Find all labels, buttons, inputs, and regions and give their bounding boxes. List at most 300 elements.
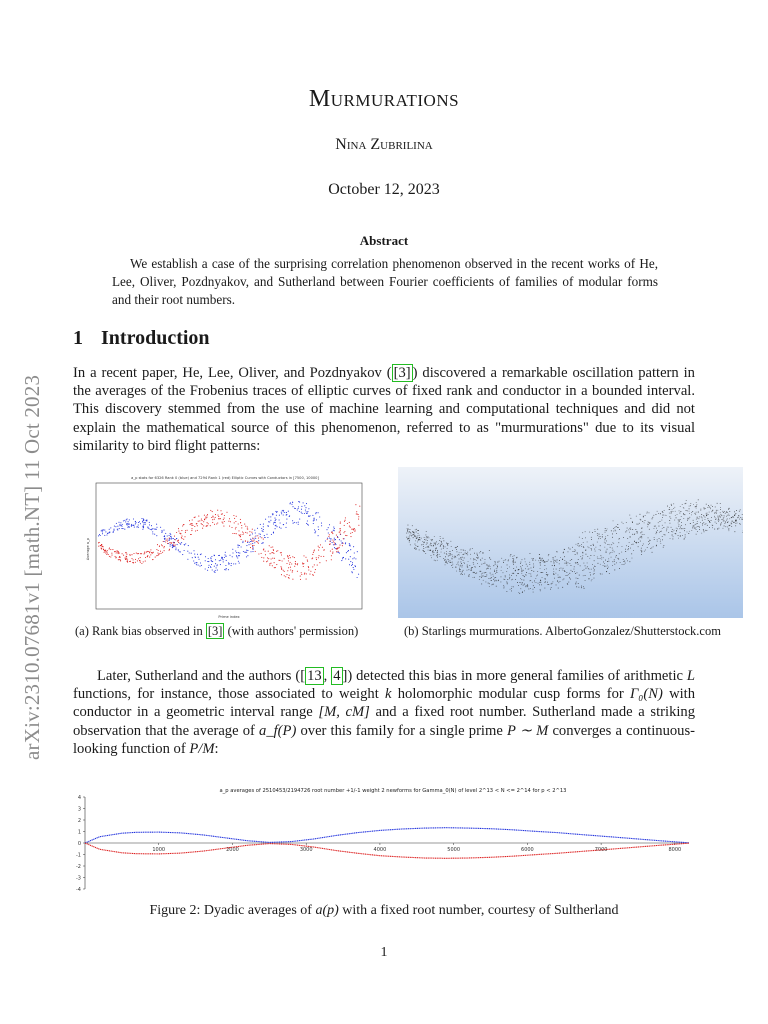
bird: [437, 550, 438, 551]
bird: [463, 554, 464, 555]
scatter-point-red: [255, 551, 256, 552]
bird: [476, 557, 477, 558]
bird: [471, 567, 472, 568]
scatter-point-blue: [223, 561, 224, 562]
bird: [597, 533, 598, 534]
bird: [582, 570, 583, 571]
scatter-point-red: [195, 530, 196, 531]
bird: [497, 572, 498, 573]
scatter-point-red: [313, 552, 314, 553]
y-tick-label: 2: [77, 817, 81, 824]
bird: [637, 524, 638, 525]
bird: [456, 571, 457, 572]
scatter-point-red: [272, 552, 273, 553]
scatter-point-red: [245, 532, 246, 533]
scatter-point-blue: [126, 519, 127, 520]
bird: [701, 517, 702, 518]
bird: [498, 580, 499, 581]
dyadic-averages-chart: [73, 782, 697, 892]
bird: [605, 528, 606, 529]
bird: [601, 559, 602, 560]
bird: [556, 569, 557, 570]
bird: [577, 554, 578, 555]
scatter-point-blue: [99, 534, 100, 535]
bird: [687, 520, 688, 521]
bird: [656, 545, 657, 546]
bird: [720, 525, 721, 526]
bird: [582, 559, 583, 560]
scatter-point-blue: [263, 529, 264, 530]
figure-a-scatter: [82, 471, 368, 621]
bird: [615, 531, 616, 532]
bird: [546, 574, 547, 575]
scatter-point-blue: [218, 555, 219, 556]
scatter-point-red: [350, 533, 351, 534]
scatter-point-red: [305, 557, 306, 558]
scatter-point-blue: [102, 533, 103, 534]
bird: [636, 543, 637, 544]
bird: [491, 578, 492, 579]
bird: [423, 542, 424, 543]
bird: [506, 571, 507, 572]
scatter-point-red: [197, 525, 198, 526]
scatter-point-blue: [262, 531, 263, 532]
bird: [524, 559, 525, 560]
bird: [623, 523, 624, 524]
bird: [712, 525, 713, 526]
bird: [625, 549, 626, 550]
bird: [650, 548, 651, 549]
scatter-point-red: [150, 549, 151, 550]
bird: [446, 561, 447, 562]
bird: [591, 581, 592, 582]
caption-text: with a fixed root number, courtesy of Sultherland: [338, 903, 619, 918]
bird: [435, 543, 436, 544]
bird: [583, 547, 584, 548]
scatter-point-blue: [156, 527, 157, 528]
scatter-point-blue: [319, 516, 320, 517]
bird: [526, 575, 527, 576]
bird: [434, 543, 435, 544]
scatter-point-red: [118, 552, 119, 553]
scatter-point-blue: [351, 565, 352, 566]
bird: [544, 582, 545, 583]
scatter-point-red: [181, 530, 182, 531]
bird: [590, 572, 591, 573]
scatter-point-red: [303, 555, 304, 556]
bird: [437, 554, 438, 555]
bird: [594, 578, 595, 579]
bird: [542, 577, 543, 578]
bird: [627, 561, 628, 562]
scatter-point-blue: [315, 531, 316, 532]
scatter-point-red: [334, 544, 335, 545]
bird: [613, 521, 614, 522]
bird: [540, 580, 541, 581]
bird: [519, 593, 520, 594]
bird: [614, 560, 615, 561]
bird: [675, 533, 676, 534]
bird: [415, 547, 416, 548]
bird: [592, 564, 593, 565]
bird: [407, 528, 408, 529]
bird: [619, 538, 620, 539]
scatter-point-blue: [348, 550, 349, 551]
scatter-point-blue: [341, 540, 342, 541]
scatter-point-red: [153, 552, 154, 553]
scatter-point-blue: [250, 539, 251, 540]
math-symbol: k: [385, 686, 392, 703]
bird: [623, 561, 624, 562]
bird: [605, 538, 606, 539]
scatter-point-blue: [304, 505, 305, 506]
bird: [437, 560, 438, 561]
bird: [622, 546, 623, 547]
bird: [542, 572, 543, 573]
bird: [715, 507, 716, 508]
scatter-point-blue: [214, 566, 215, 567]
bird: [688, 519, 689, 520]
bird: [508, 560, 509, 561]
scatter-point-red: [240, 536, 241, 537]
scatter-point-blue: [249, 542, 250, 543]
bird: [648, 544, 649, 545]
scatter-point-red: [201, 520, 202, 521]
bird: [711, 520, 712, 521]
scatter-point-blue: [325, 540, 326, 541]
scatter-point-blue: [303, 502, 304, 503]
scatter-point-red: [315, 569, 316, 570]
bird: [512, 586, 513, 587]
bird: [732, 521, 733, 522]
bird: [623, 537, 624, 538]
scatter-point-red: [339, 547, 340, 548]
bird: [522, 583, 523, 584]
scatter-point-blue: [295, 508, 296, 509]
bird: [672, 532, 673, 533]
scatter-point-red: [181, 536, 182, 537]
scatter-point-blue: [268, 521, 269, 522]
bird: [687, 532, 688, 533]
bird: [504, 587, 505, 588]
bird: [583, 575, 584, 576]
scatter-point-red: [126, 559, 127, 560]
bird: [685, 535, 686, 536]
scatter-point-red: [232, 533, 233, 534]
bird: [575, 584, 576, 585]
scatter-point-blue: [231, 565, 232, 566]
bird: [716, 510, 717, 511]
bird: [656, 514, 657, 515]
bird: [481, 564, 482, 565]
bird: [518, 573, 519, 574]
bird: [648, 538, 649, 539]
bird: [415, 536, 416, 537]
bird: [517, 557, 518, 558]
bird: [589, 532, 590, 533]
bird: [597, 535, 598, 536]
bird: [734, 515, 735, 516]
bird: [431, 555, 432, 556]
bird: [424, 551, 425, 552]
bird: [616, 533, 617, 534]
scatter-point-red: [290, 567, 291, 568]
bird: [692, 528, 693, 529]
scatter-point-blue: [273, 523, 274, 524]
bird: [474, 572, 475, 573]
scatter-point-red: [297, 564, 298, 565]
scatter-point-blue: [173, 538, 174, 539]
scatter-point-blue: [232, 556, 233, 557]
scatter-point-blue: [125, 521, 126, 522]
bird: [570, 549, 571, 550]
bird: [667, 506, 668, 507]
bird: [408, 538, 409, 539]
scatter-point-red: [269, 563, 270, 564]
scatter-point-red: [242, 531, 243, 532]
scatter-point-blue: [232, 552, 233, 553]
bird: [546, 569, 547, 570]
bird: [476, 573, 477, 574]
scatter-point-blue: [143, 526, 144, 527]
bird: [715, 519, 716, 520]
para-text: functions, for instance, those associated to weight: [73, 686, 385, 703]
scatter-point-blue: [151, 525, 152, 526]
scatter-point-blue: [121, 525, 122, 526]
bird: [721, 522, 722, 523]
bird: [431, 540, 432, 541]
bird: [680, 536, 681, 537]
scatter-point-red: [112, 549, 113, 550]
bird: [511, 591, 512, 592]
scatter-point-blue: [350, 561, 351, 562]
citation-link[interactable]: [3]: [207, 624, 223, 638]
bird: [563, 579, 564, 580]
bird: [407, 530, 408, 531]
scatter-point-blue: [220, 560, 221, 561]
bird: [644, 551, 645, 552]
citation-link[interactable]: [3]: [393, 365, 411, 381]
scatter-point-blue: [338, 552, 339, 553]
bird: [409, 531, 410, 532]
scatter-point-blue: [332, 542, 333, 543]
scatter-point-red: [101, 545, 102, 546]
scatter-point-red: [252, 541, 253, 542]
bird: [427, 543, 428, 544]
scatter-point-blue: [354, 552, 355, 553]
bird: [414, 533, 415, 534]
bird: [702, 525, 703, 526]
scatter-point-blue: [175, 549, 176, 550]
bird: [670, 518, 671, 519]
scatter-point-red: [207, 522, 208, 523]
bird: [723, 512, 724, 513]
scatter-point-red: [126, 554, 127, 555]
bird: [452, 559, 453, 560]
scatter-point-red: [292, 570, 293, 571]
bird: [671, 513, 672, 514]
bird: [593, 545, 594, 546]
bird: [484, 573, 485, 574]
scatter-point-blue: [292, 502, 293, 503]
scatter-point-blue: [284, 512, 285, 513]
scatter-point-blue: [239, 563, 240, 564]
y-tick-label: 4: [77, 794, 81, 801]
bird: [467, 566, 468, 567]
bird: [638, 539, 639, 540]
scatter-point-red: [345, 517, 346, 518]
bird: [681, 516, 682, 517]
bird: [674, 520, 675, 521]
scatter-point-blue: [264, 537, 265, 538]
scatter-point-red: [115, 557, 116, 558]
bird: [533, 558, 534, 559]
bird: [452, 562, 453, 563]
scatter-point-blue: [309, 515, 310, 516]
bird: [521, 570, 522, 571]
scatter-point-red: [285, 576, 286, 577]
bird: [625, 532, 626, 533]
bird: [642, 545, 643, 546]
bird: [542, 558, 543, 559]
bird: [629, 532, 630, 533]
bird: [443, 545, 444, 546]
bird: [600, 573, 601, 574]
bird: [728, 509, 729, 510]
scatter-point-blue: [298, 501, 299, 502]
bird: [688, 518, 689, 519]
bird: [459, 568, 460, 569]
bird: [672, 539, 673, 540]
scatter-point-red: [320, 544, 321, 545]
scatter-point-red: [223, 526, 224, 527]
scatter-point-red: [343, 538, 344, 539]
bird: [521, 573, 522, 574]
bird: [712, 527, 713, 528]
bird: [509, 578, 510, 579]
scatter-point-red: [247, 541, 248, 542]
scatter-point-blue: [291, 504, 292, 505]
scatter-point-red: [187, 530, 188, 531]
bird: [605, 537, 606, 538]
scatter-point-red: [157, 555, 158, 556]
scatter-point-blue: [170, 534, 171, 535]
scatter-point-red: [250, 543, 251, 544]
bird: [488, 565, 489, 566]
bird: [619, 529, 620, 530]
bird: [533, 592, 534, 593]
bird: [481, 577, 482, 578]
bird: [697, 526, 698, 527]
bird: [641, 532, 642, 533]
scatter-point-blue: [354, 557, 355, 558]
scatter-point-blue: [178, 549, 179, 550]
bird: [676, 528, 677, 529]
scatter-point-red: [157, 544, 158, 545]
scatter-point-blue: [286, 514, 287, 515]
bird: [725, 522, 726, 523]
bird: [577, 545, 578, 546]
bird: [455, 567, 456, 568]
scatter-point-blue: [208, 558, 209, 559]
bird: [419, 539, 420, 540]
bird: [614, 570, 615, 571]
bird: [498, 580, 499, 581]
bird: [637, 532, 638, 533]
bird: [604, 540, 605, 541]
scatter-point-blue: [297, 509, 298, 510]
bird: [424, 537, 425, 538]
scatter-point-red: [297, 571, 298, 572]
bird: [700, 522, 701, 523]
scatter-point-red: [269, 545, 270, 546]
bird: [614, 552, 615, 553]
bird: [705, 517, 706, 518]
scatter-point-red: [287, 570, 288, 571]
scatter-point-blue: [128, 526, 129, 527]
scatter-point-red: [358, 525, 359, 526]
citation-link[interactable]: 13: [307, 668, 322, 684]
bird: [531, 568, 532, 569]
bird: [680, 527, 681, 528]
bird: [450, 554, 451, 555]
bird: [503, 562, 504, 563]
bird: [737, 523, 738, 524]
bird: [414, 536, 415, 537]
bird: [581, 587, 582, 588]
scatter-point-blue: [224, 569, 225, 570]
bird: [539, 557, 540, 558]
bird: [416, 548, 417, 549]
bird: [538, 560, 539, 561]
bird: [539, 558, 540, 559]
bird: [612, 561, 613, 562]
bird: [582, 555, 583, 556]
bird: [681, 528, 682, 529]
bird: [624, 561, 625, 562]
scatter-point-red: [191, 525, 192, 526]
bird: [661, 531, 662, 532]
bird: [583, 586, 584, 587]
scatter-point-blue: [298, 506, 299, 507]
bird: [697, 518, 698, 519]
scatter-point-blue: [260, 524, 261, 525]
scatter-point-red: [180, 533, 181, 534]
scatter-point-red: [304, 574, 305, 575]
bird: [720, 514, 721, 515]
bird: [519, 569, 520, 570]
bird: [634, 541, 635, 542]
bird: [593, 574, 594, 575]
bird: [607, 549, 608, 550]
bird: [673, 536, 674, 537]
bird: [435, 560, 436, 561]
bird: [663, 547, 664, 548]
bird: [696, 527, 697, 528]
scatter-point-red: [343, 532, 344, 533]
bird: [465, 550, 466, 551]
bird: [424, 539, 425, 540]
bird: [477, 555, 478, 556]
scatter-point-red: [160, 553, 161, 554]
bird: [635, 542, 636, 543]
bird: [599, 537, 600, 538]
scatter-point-red: [327, 539, 328, 540]
bird: [590, 575, 591, 576]
scatter-point-red: [241, 527, 242, 528]
citation-link[interactable]: 4: [333, 668, 341, 684]
bird: [554, 563, 555, 564]
